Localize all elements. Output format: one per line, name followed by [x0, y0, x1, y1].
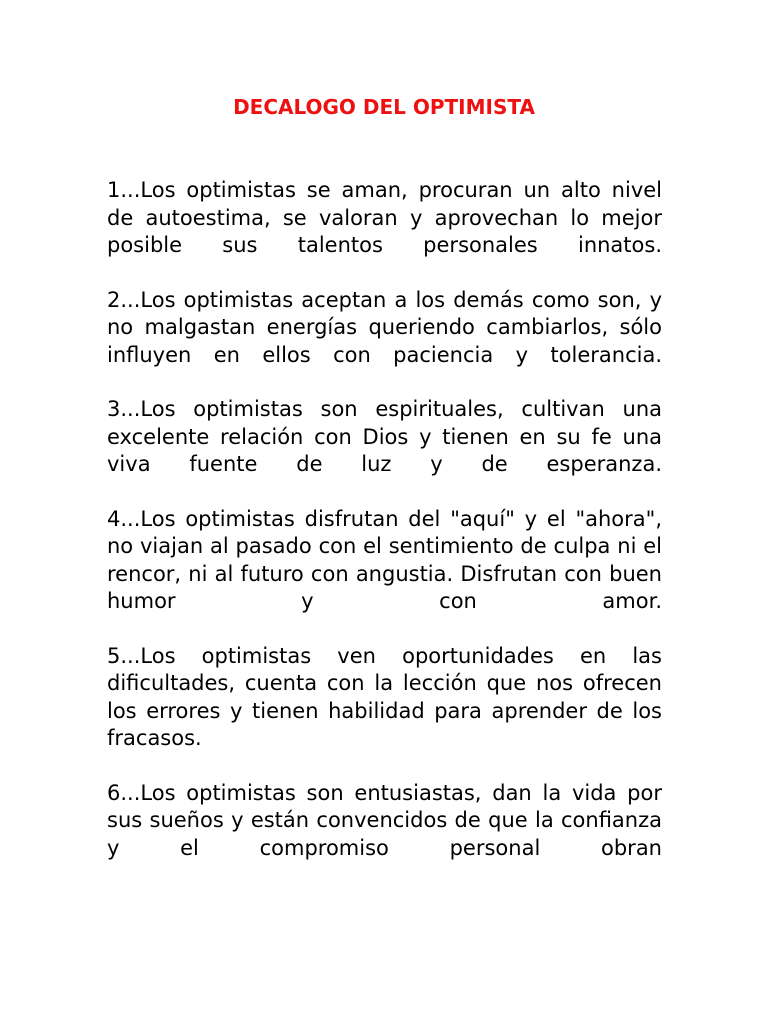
- document-title: DECALOGO DEL OPTIMISTA: [233, 95, 535, 119]
- paragraph-4: 4...Los optimistas disfrutan del "aquí" y el "ahora", no viajan al pasado con el sentimiento de culpa ni el rencor, ni al futuro con angustia. Disfrutan con buen humor y con amor.: [107, 506, 662, 613]
- paragraph-6: 6...Los optimistas son entusiastas, dan la vida por sus sueños y están convencidos de que la confianza y el compromiso personal obran: [107, 780, 662, 860]
- paragraph-3: 3...Los optimistas son espirituales, cultivan una excelente relación con Dios y tienen en su fe una viva fuente de luz y de esperanza.: [107, 397, 662, 476]
- paragraph-1: 1...Los optimistas se aman, procuran un alto nivel de autoestima, se valoran y aprovechan lo mejor posible sus talentos personales innatos.: [107, 178, 662, 257]
- paragraph-5: 5...Los optimistas ven oportunidades en las dificultades, cuenta con la lección que nos ofrecen los errores y tienen habilidad para aprender de los fracasos.: [107, 643, 662, 750]
- paragraph-2: 2...Los optimistas aceptan a los demás como son, y no malgastan energías queriendo cambiarlos, sólo influyen en ellos con paciencia y tolerancia.: [107, 287, 662, 367]
- document-body: [107, 177, 662, 889]
